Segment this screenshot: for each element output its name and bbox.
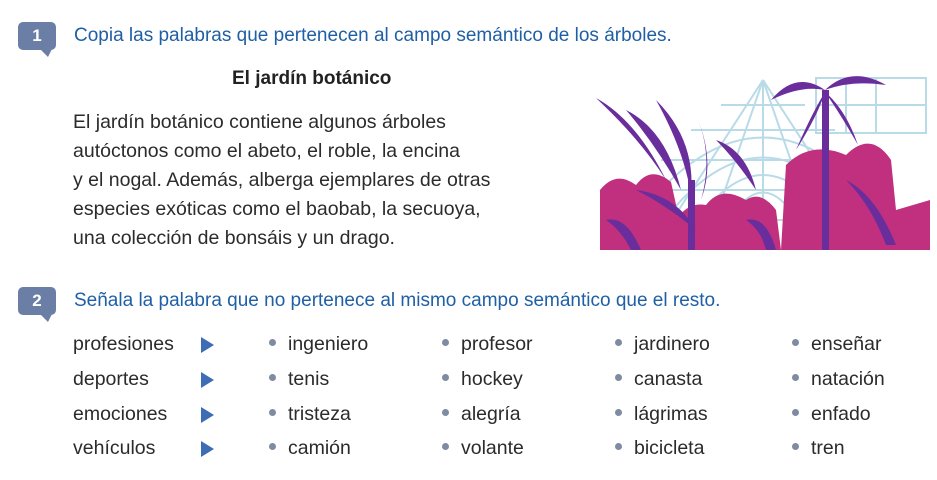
category-row-emociones xyxy=(73,403,933,433)
bullet-icon xyxy=(615,443,622,450)
arrow-right-icon xyxy=(201,372,214,388)
exercise-2-number: 2 xyxy=(32,291,42,310)
category-row-deportes xyxy=(73,368,933,398)
option-item[interactable] xyxy=(792,437,845,460)
option-item[interactable] xyxy=(792,403,871,426)
paragraph-line: y el nogal. Además, alberga ejemplares de otras xyxy=(73,169,491,191)
bullet-icon xyxy=(442,374,449,381)
option-item[interactable] xyxy=(442,368,523,391)
option-label: natación xyxy=(811,368,885,390)
bullet-icon xyxy=(269,339,276,346)
option-label: bicicleta xyxy=(634,437,705,459)
paragraph-line: autóctonos como el abeto, el roble, la encina xyxy=(73,140,461,162)
bullet-icon xyxy=(615,409,622,416)
bullet-icon xyxy=(442,409,449,416)
option-item[interactable] xyxy=(269,437,351,460)
bullet-icon xyxy=(615,374,622,381)
option-item[interactable] xyxy=(615,368,702,391)
option-item[interactable] xyxy=(269,403,351,426)
bullet-icon xyxy=(269,374,276,381)
option-item[interactable] xyxy=(615,437,704,460)
category-row-vehiculos xyxy=(73,437,933,467)
option-label: jardinero xyxy=(634,333,710,355)
option-label: volante xyxy=(461,437,524,459)
option-label: enfado xyxy=(811,403,871,425)
option-item[interactable] xyxy=(269,333,368,356)
category-label: deportes xyxy=(73,368,149,390)
bullet-icon xyxy=(442,443,449,450)
bullet-icon xyxy=(442,339,449,346)
exercise-1-instruction: Copia las palabras que pertenecen al campo semántico de los árboles. xyxy=(74,25,672,46)
option-item[interactable] xyxy=(442,333,533,356)
bullet-icon xyxy=(792,339,799,346)
option-item[interactable] xyxy=(792,333,881,356)
category-row-profesiones xyxy=(73,333,933,363)
text-title: El jardín botánico xyxy=(232,68,392,89)
option-label: lágrimas xyxy=(634,403,708,425)
category-label: profesiones xyxy=(73,333,174,355)
option-label: enseñar xyxy=(811,333,882,355)
option-item[interactable] xyxy=(442,437,524,460)
arrow-right-icon xyxy=(201,337,214,353)
exercise-1-badge xyxy=(18,22,56,50)
category-label: vehículos xyxy=(73,437,156,459)
option-item[interactable] xyxy=(792,368,885,391)
option-label: tenis xyxy=(288,368,330,390)
option-item[interactable] xyxy=(269,368,329,391)
exercise-1-number: 1 xyxy=(32,26,42,45)
option-label: camión xyxy=(288,437,351,459)
bullet-icon xyxy=(792,409,799,416)
bullet-icon xyxy=(269,443,276,450)
option-label: canasta xyxy=(634,368,703,390)
paragraph-line: El jardín botánico contiene algunos árboles xyxy=(73,111,446,133)
option-item[interactable] xyxy=(615,403,708,426)
reading-paragraph xyxy=(73,108,543,253)
option-label: hockey xyxy=(461,368,523,390)
botanical-garden-illustration xyxy=(596,70,930,250)
category-label: emociones xyxy=(73,403,168,425)
option-label: tren xyxy=(811,437,845,459)
arrow-right-icon xyxy=(201,441,214,457)
bullet-icon xyxy=(792,443,799,450)
option-label: ingeniero xyxy=(288,333,369,355)
option-item[interactable] xyxy=(615,333,710,356)
bullet-icon xyxy=(615,339,622,346)
option-item[interactable] xyxy=(442,403,521,426)
bullet-icon xyxy=(269,409,276,416)
paragraph-line: una colección de bonsáis y un drago. xyxy=(73,227,395,249)
paragraph-line: especies exóticas como el baobab, la secuoya, xyxy=(73,198,481,220)
option-label: tristeza xyxy=(288,403,351,425)
option-label: profesor xyxy=(461,333,533,355)
arrow-right-icon xyxy=(201,407,214,423)
exercise-2-instruction: Señala la palabra que no pertenece al mismo campo semántico que el resto. xyxy=(74,290,721,311)
exercise-2-badge xyxy=(18,287,56,315)
bullet-icon xyxy=(792,374,799,381)
option-label: alegría xyxy=(461,403,521,425)
